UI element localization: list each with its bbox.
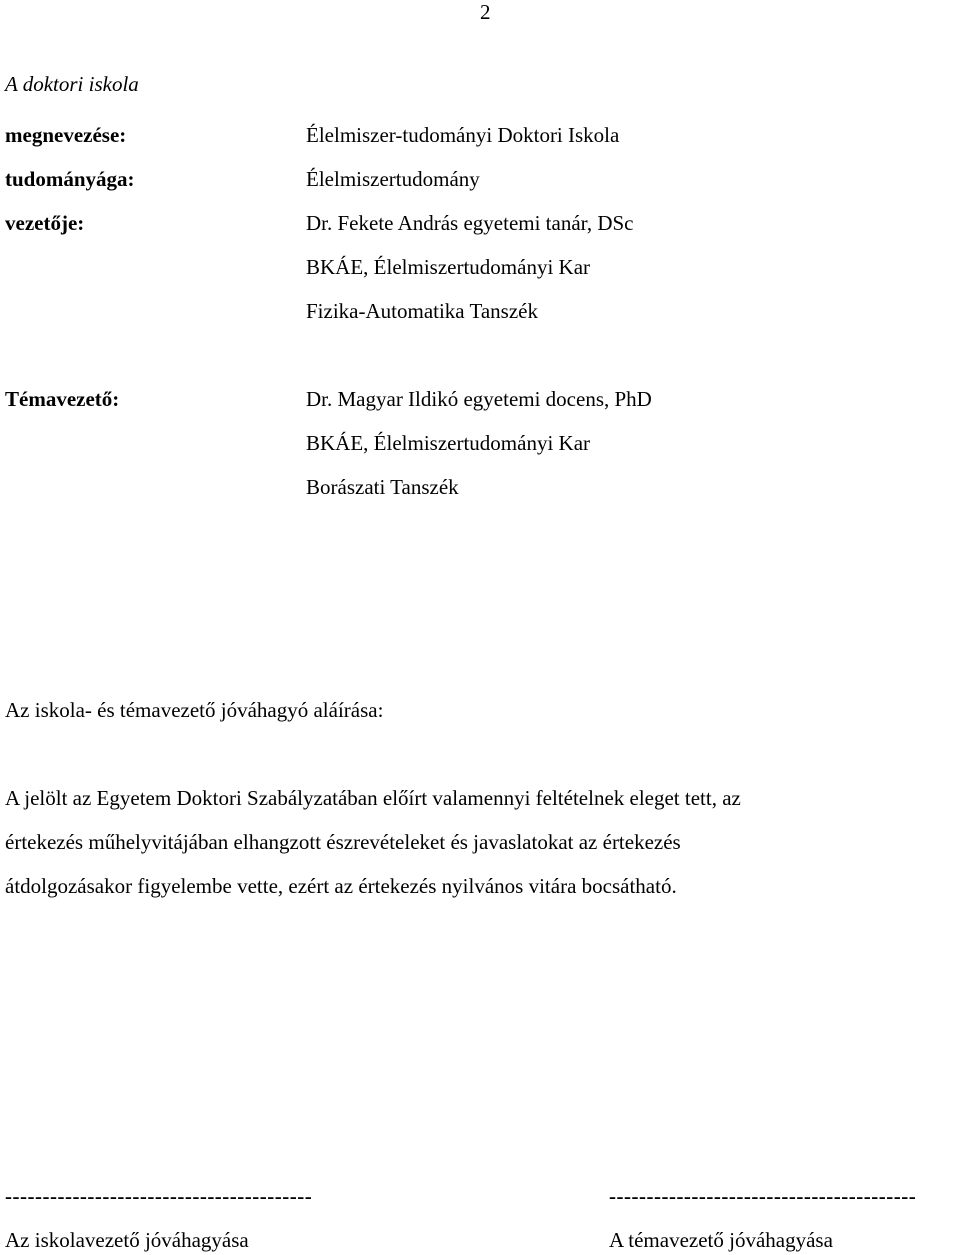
school-head-line-1: Dr. Fekete András egyetemi tanár, DSc xyxy=(306,211,634,235)
supervisor-line-2: BKÁE, Élelmiszertudományi Kar xyxy=(306,431,591,455)
school-head-signature-line: ----------------------------------------- xyxy=(5,1184,313,1208)
school-field-label: tudományága: xyxy=(5,167,135,191)
statement-line-1: A jelölt az Egyetem Doktori Szabályzatában előírt valamennyi feltételnek eleget tett, az xyxy=(5,786,741,810)
school-name-value: Élelmiszer-tudományi Doktori Iskola xyxy=(306,123,620,147)
supervisor-line-3: Borászati Tanszék xyxy=(306,475,459,499)
statement-line-2: értekezés műhelyvitájában elhangzott észrevételeket és javaslatokat az értekezés xyxy=(5,830,681,854)
supervisor-signature-line: ----------------------------------------- xyxy=(609,1184,917,1208)
school-field-value: Élelmiszertudomány xyxy=(306,167,480,191)
supervisor-signature-label: A témavezető jóváhagyása xyxy=(609,1228,833,1252)
school-name-label: megnevezése: xyxy=(5,123,127,147)
page-number: 2 xyxy=(480,0,491,24)
supervisor-line-1: Dr. Magyar Ildikó egyetemi docens, PhD xyxy=(306,387,652,411)
school-head-line-3: Fizika-Automatika Tanszék xyxy=(306,299,538,323)
approval-heading: Az iskola- és témavezető jóváhagyó aláírása: xyxy=(5,698,384,722)
supervisor-label: Témavezető: xyxy=(5,387,120,411)
school-head-line-2: BKÁE, Élelmiszertudományi Kar xyxy=(306,255,591,279)
school-head-signature-label: Az iskolavezető jóváhagyása xyxy=(5,1228,249,1252)
school-head-label: vezetője: xyxy=(5,211,85,235)
school-heading: A doktori iskola xyxy=(5,72,139,96)
statement-line-3: átdolgozásakor figyelembe vette, ezért az értekezés nyilvános vitára bocsátható. xyxy=(5,874,677,898)
